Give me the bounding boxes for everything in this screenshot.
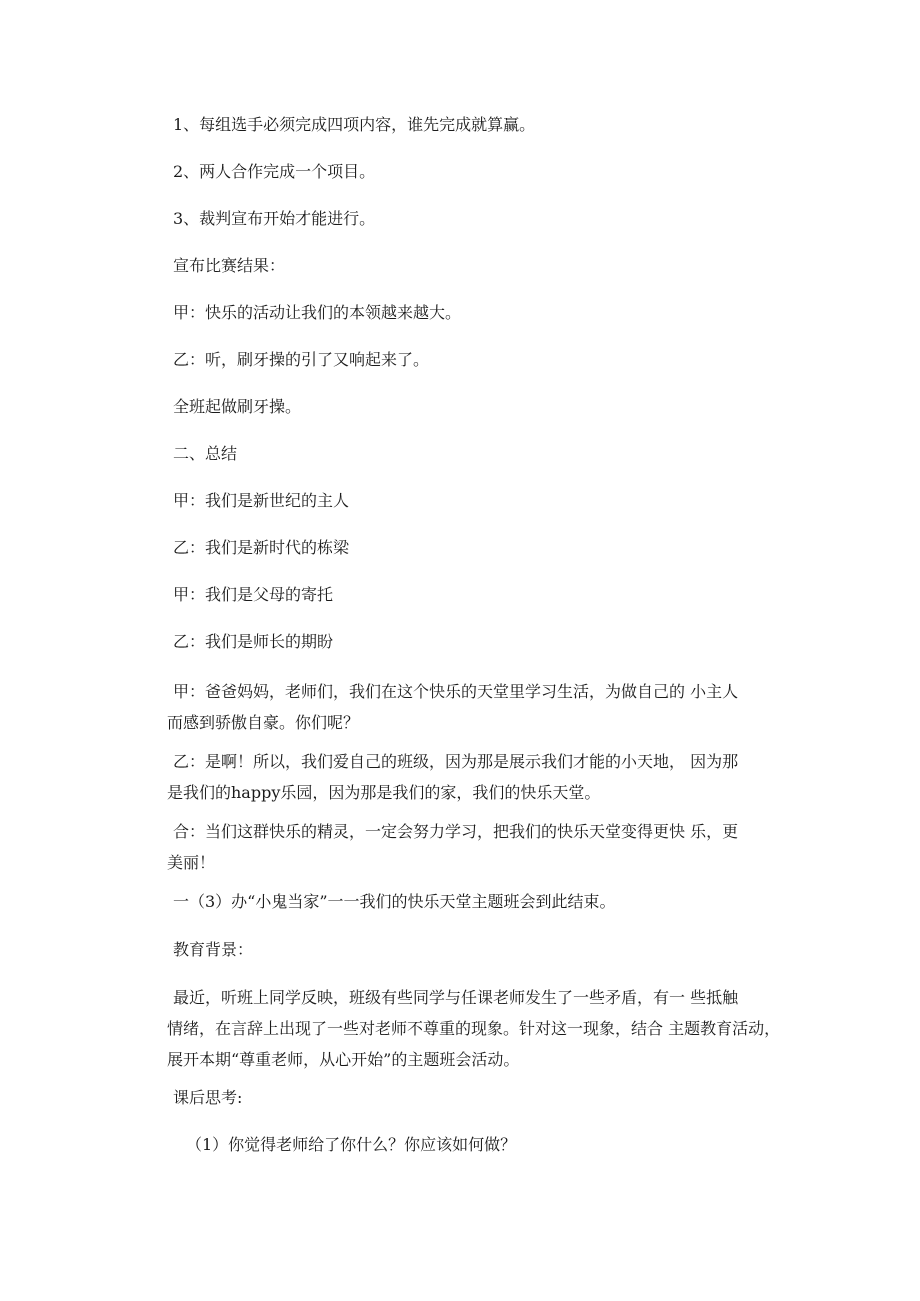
dialogue-yi-2: 乙：我们是新时代的栋梁 bbox=[173, 538, 350, 557]
rule-3: 3、裁判宣布开始才能进行。 bbox=[173, 209, 376, 228]
class-activity: 全班起做刷牙操。 bbox=[173, 397, 302, 416]
dialogue-jia-2: 甲：我们是新世纪的主人 bbox=[173, 491, 350, 510]
paragraph-he-line-1: 合：当们这群快乐的精灵，一定会努力学习，把我们的快乐天堂变得更快 乐，更 bbox=[173, 822, 739, 841]
dialogue-jia-3: 甲：我们是父母的寄托 bbox=[173, 585, 334, 604]
result-heading: 宣布比赛结果： bbox=[173, 256, 286, 275]
education-background-line-3: 展开本期“尊重老师，从心开始”的主题班会活动。 bbox=[167, 1050, 520, 1069]
paragraph-yi bbox=[167, 746, 793, 808]
reflection-heading: 课后思考: bbox=[173, 1088, 243, 1107]
dialogue-jia-1: 甲：快乐的活动让我们的本领越来越大。 bbox=[173, 303, 462, 322]
education-background-heading: 教育背景： bbox=[173, 940, 254, 959]
education-background-line-2: 情绪，在言辞上出现了一些对老师不尊重的现象。针对这一现象，结合 主题教育活动， bbox=[167, 1019, 781, 1038]
education-background-line-1: 最近，听班上同学反映，班级有些同学与任课老师发生了一些矛盾，有一 些抵触 bbox=[173, 988, 739, 1007]
paragraph-jia bbox=[167, 676, 793, 738]
paragraph-he-line-2: 美丽！ bbox=[167, 853, 216, 872]
dialogue-yi-1: 乙：听，刷牙操的引了又响起来了。 bbox=[173, 350, 430, 369]
paragraph-yi-line-1: 乙：是啊！所以，我们爱自己的班级，因为那是展示我们才能的小天地， 因为那 bbox=[173, 752, 739, 771]
paragraph-jia-line-1: 甲：爸爸妈妈，老师们，我们在这个快乐的天堂里学习生活，为做自己的 小主人 bbox=[173, 682, 739, 701]
paragraph-yi-line-2: 是我们的happy乐园，因为那是我们的家，我们的快乐天堂。 bbox=[167, 783, 601, 802]
rule-1: 1、每组选手必须完成四项内容，谁先完成就算赢。 bbox=[173, 115, 536, 134]
closing-line: 一（3）办“小鬼当家”一一我们的快乐天堂主题班会到此结束。 bbox=[173, 892, 616, 911]
paragraph-jia-line-2: 而感到骄傲自豪。你们呢？ bbox=[167, 713, 360, 732]
reflection-question-1: （1）你觉得老师给了你什么？你应该如何做？ bbox=[186, 1135, 517, 1154]
dialogue-yi-3: 乙：我们是师长的期盼 bbox=[173, 632, 334, 651]
paragraph-he bbox=[167, 816, 793, 878]
rule-2: 2、两人合作完成一个项目。 bbox=[173, 162, 376, 181]
summary-heading: 二、总结 bbox=[173, 444, 238, 463]
education-background-paragraph bbox=[167, 982, 793, 1075]
